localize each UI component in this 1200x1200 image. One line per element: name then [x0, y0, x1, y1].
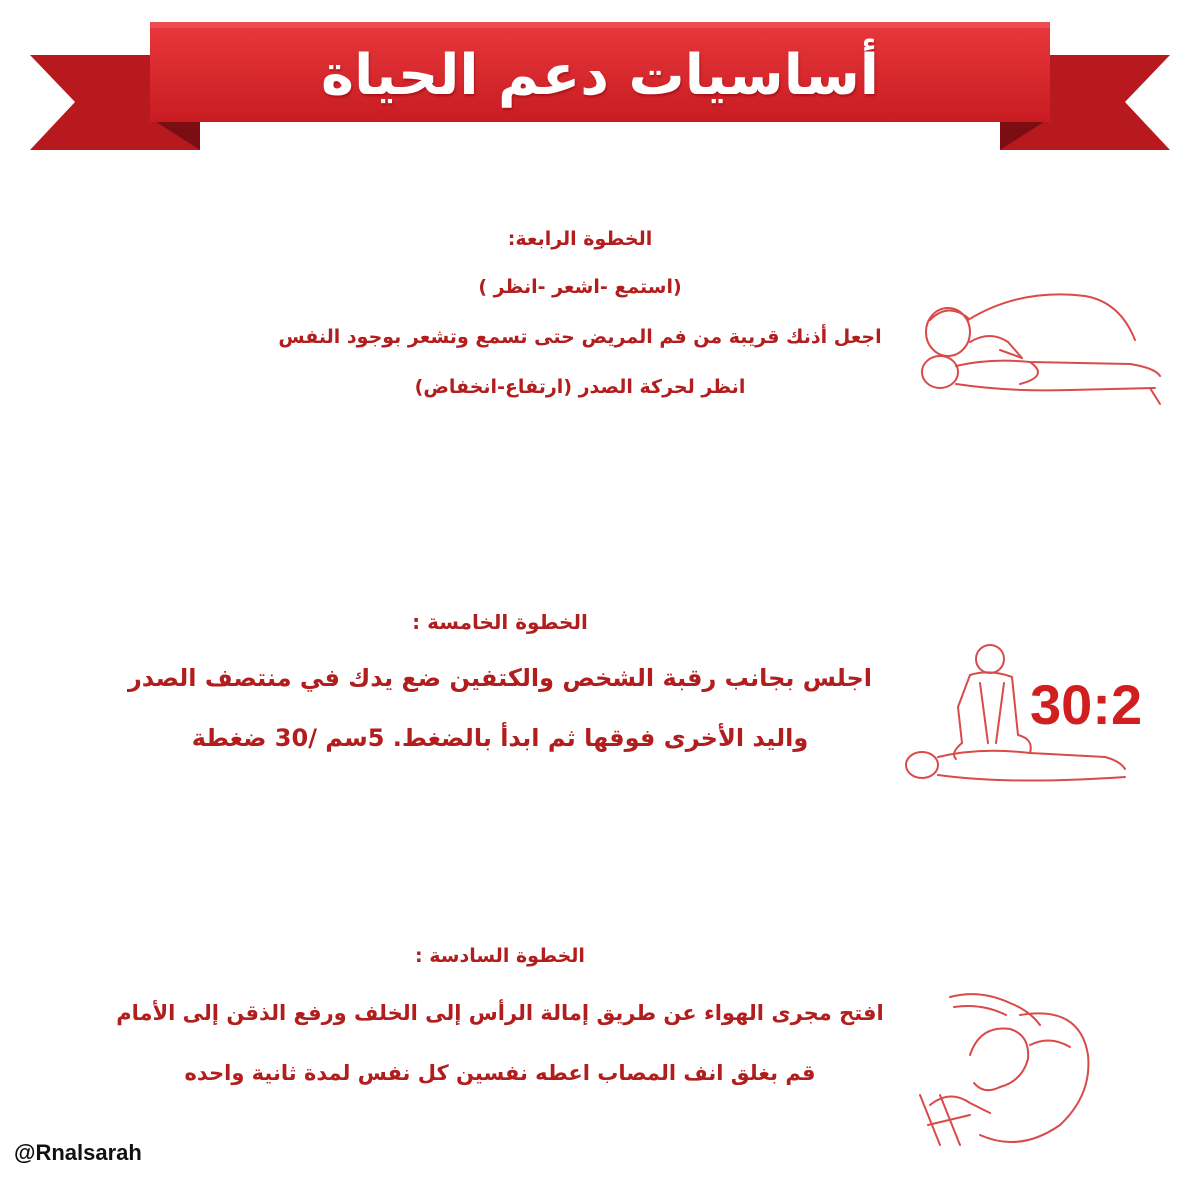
rescue-breath-icon: [910, 985, 1110, 1159]
author-credit: @Rnalsarah: [14, 1140, 142, 1165]
title-banner: [0, 0, 1200, 180]
step-line: قم بغلق انف المصاب اعطه نفسين كل نفس لمدة ثانية واحده: [184, 1061, 816, 1085]
step-six: [100, 945, 900, 1121]
compression-ratio: 30:2: [1030, 673, 1143, 736]
step-line: اجلس بجانب رقبة الشخص والكتفين ضع يدك في منتصف الصدر: [127, 664, 873, 692]
step-line: واليد الأخرى فوقها ثم ابدأ بالضغط. 5سم /30 ضغطة: [191, 724, 809, 752]
step-four: [260, 228, 900, 426]
look-listen-feel-icon: [910, 280, 1170, 414]
step-heading: الخطوة الخامسة :: [412, 610, 588, 634]
step-heading: الخطوة الرابعة:: [507, 228, 653, 250]
step-line: افتح مجرى الهواء عن طريق إمالة الرأس إلى الخلف ورفع الذقن إلى الأمام: [116, 1001, 884, 1025]
step-line: اجعل أذنك قريبة من فم المريض حتى تسمع وتشعر بوجود النفس: [278, 326, 882, 348]
step-five: [100, 610, 900, 784]
step-line: انظر لحركة الصدر (ارتفاع-انخفاض): [414, 376, 746, 398]
step-heading: الخطوة السادسة :: [415, 945, 585, 967]
step-line: (استمع -اشعر -انظر ): [478, 276, 682, 298]
page-title: أساسيات دعم الحياة: [321, 42, 879, 108]
